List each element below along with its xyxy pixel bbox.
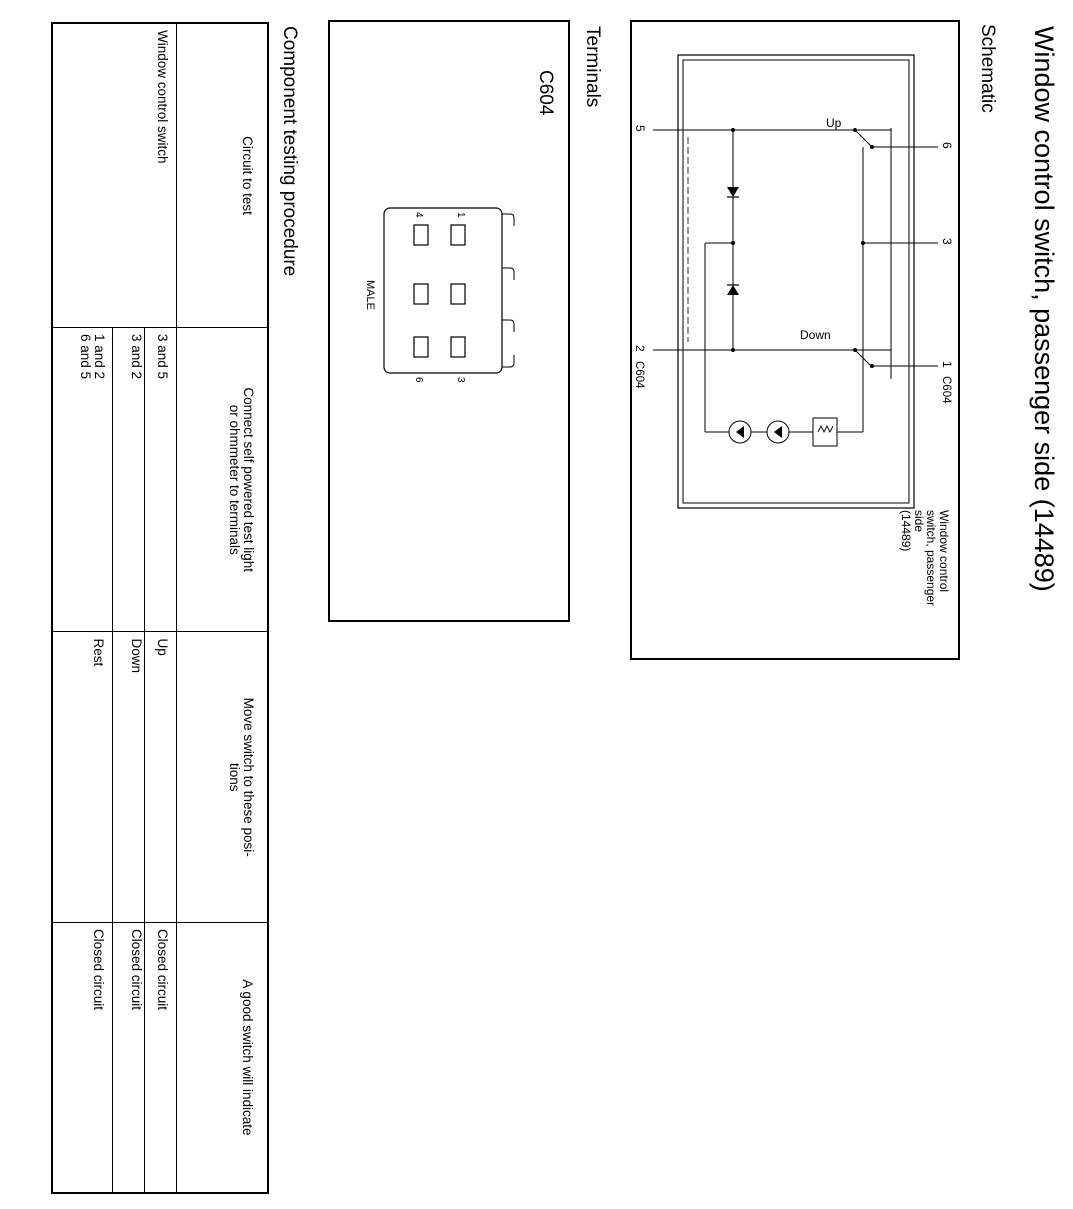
diode-2 — [727, 285, 739, 295]
component-label-line-1: Window control — [937, 510, 951, 593]
component-label — [900, 510, 950, 606]
latch-1 — [502, 214, 514, 226]
terminal-pin3-label: 3 — [455, 377, 466, 383]
pin2-label: 2 — [633, 345, 647, 352]
cavity-4 — [414, 225, 428, 245]
pin6-label: 6 — [940, 142, 954, 149]
terminal-pin4-label: 4 — [413, 212, 424, 218]
cavity-5 — [414, 284, 428, 304]
switch-housing-inner — [683, 60, 909, 503]
rail-junction — [861, 241, 865, 245]
switch-housing-outer — [678, 55, 914, 508]
row2-terminals: 3 and 2 — [113, 327, 145, 632]
circuit-name-cell: Window control switch — [53, 23, 177, 327]
cavity-6 — [414, 337, 428, 357]
header-circuit: Circuit to test — [177, 23, 269, 327]
terminals-connector-label: C604 — [535, 70, 556, 116]
page-title: Window control switch, passenger side (14489) — [1029, 26, 1059, 592]
schematic-heading: Schematic — [977, 24, 998, 113]
latch-2 — [502, 268, 514, 280]
table-header-row — [177, 23, 269, 1193]
header-indicate: A good switch will indicate — [177, 922, 269, 1193]
connector-gender-label: MALE — [364, 280, 376, 310]
row1-result: Closed circuit — [145, 922, 177, 1193]
header-connect: Connect self powered test light or ohmmeter to terminals — [177, 327, 269, 632]
resistor — [813, 418, 837, 446]
component-label-line-4: (14489) — [899, 510, 914, 552]
cavity-3 — [451, 337, 465, 357]
terminal-pin6-label: 6 — [413, 377, 424, 383]
up-switch-label: Up — [826, 116, 842, 130]
schematic-frame — [630, 20, 960, 660]
terminals-heading: Terminals — [582, 26, 603, 108]
row3-position: Rest — [53, 632, 113, 922]
terminals-frame — [328, 20, 570, 622]
row1-terminals: 3 and 5 — [145, 327, 177, 632]
row1-position: Up — [145, 632, 177, 922]
diode-junction-b — [731, 348, 735, 352]
procedure-table — [52, 22, 270, 1194]
pin3-label: 3 — [940, 238, 954, 245]
diode-junction-a — [731, 128, 735, 132]
header-move: Move switch to these posi- tions — [177, 632, 269, 922]
diode-1 — [727, 187, 739, 197]
pin1-label: 1 — [940, 361, 954, 368]
row2-result: Closed circuit — [113, 922, 145, 1193]
schematic-connector-bottom: C604 — [633, 361, 645, 389]
schematic-connector-top: C604 — [940, 376, 952, 404]
terminal-pin1-label: 1 — [455, 212, 466, 218]
component-label-line-2: switch, passenger — [924, 510, 939, 607]
down-switch-label: Down — [800, 328, 831, 342]
pin5-label: 5 — [633, 125, 647, 132]
row2-position: Down — [113, 632, 145, 922]
latch-4 — [502, 355, 514, 367]
latch-3 — [502, 320, 514, 332]
procedure-heading: Component testing procedure — [279, 26, 300, 277]
row3-result: Closed circuit — [53, 922, 113, 1193]
table-row — [145, 23, 177, 1193]
connector-drawing — [330, 22, 568, 620]
row3-terminals: 1 and 2 6 and 5 — [53, 327, 113, 632]
up-switch-blade — [855, 130, 871, 146]
cavity-1 — [451, 225, 465, 245]
component-label-line-3: side — [912, 510, 926, 533]
connector-shell — [384, 208, 502, 373]
cavity-2 — [451, 284, 465, 304]
